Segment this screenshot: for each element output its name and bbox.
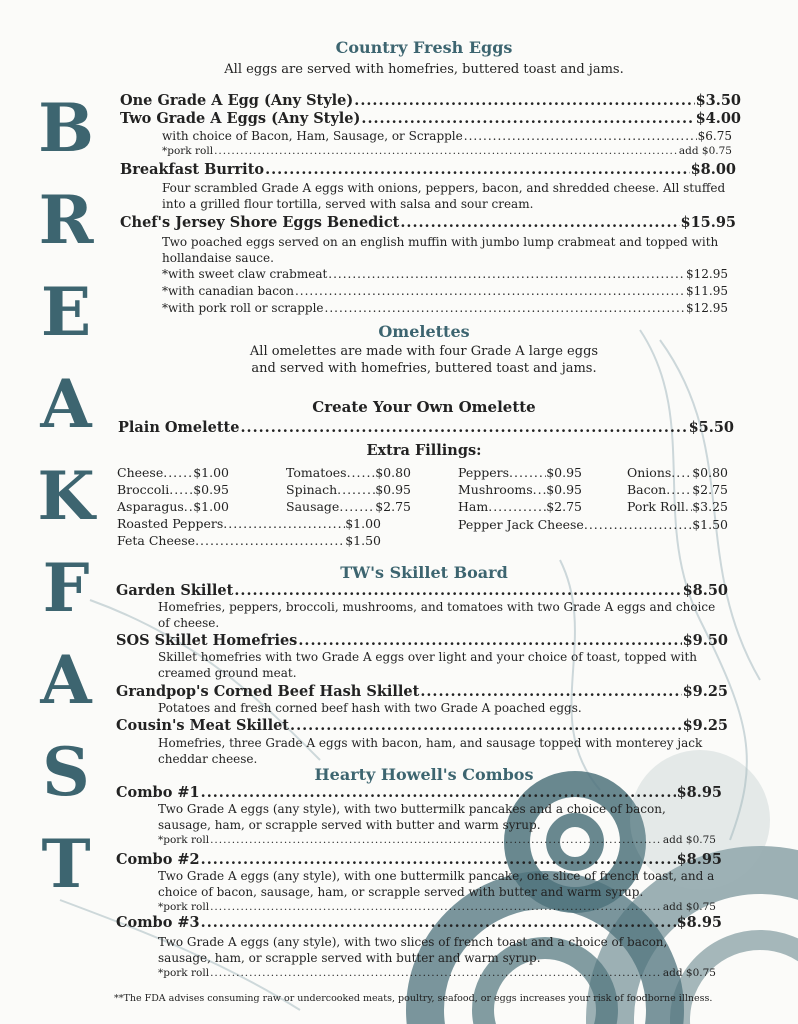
option-line: *pork roll ..... add $0.75: [158, 901, 716, 913]
section-title-combos: Hearty Howell's Combos: [314, 765, 534, 784]
item-description: Two poached eggs served on an english muffin with jumbo lump crabmeat and topped with hollandaise sauce.: [162, 235, 719, 265]
menu-item: Cousin's Meat Skillet ..... $9.25: [116, 717, 728, 734]
item-description: Homefries, three Grade A eggs with bacon, ham, and sausage topped with monterey jack cheddar cheese.: [158, 736, 703, 766]
option-line: *with pork roll or scrapple ..... $12.95: [162, 301, 728, 315]
side-letter: K: [37, 457, 95, 535]
side-letter: F: [42, 549, 90, 627]
item-description: Two Grade A eggs (any style), with two slices of french toast and a choice of bacon, sausage, ham, or scrapple served with butter and warm syrup.: [158, 935, 668, 965]
menu-item: One Grade A Egg (Any Style) ..... $3.50: [120, 92, 741, 109]
option-line: with choice of Bacon, Ham, Sausage, or Scrapple ..... $6.75: [162, 129, 732, 143]
omelettes-subtitle: All omelettes are made with four Grade A large eggs: [249, 344, 599, 359]
section-title-omelettes: Omelettes: [378, 322, 470, 341]
fda-footnote: **The FDA advises consuming raw or undercooked meats, poultry, seafood, or eggs increases your risk of foodborne illness.: [114, 993, 713, 1004]
filling-item: Ham ..... $2.75: [458, 499, 582, 514]
filling-item: Pork Roll ..... $3.25: [627, 499, 728, 514]
section-title-eggs: Country Fresh Eggs: [335, 38, 513, 57]
filling-item: Mushrooms ..... $0.95: [458, 482, 582, 497]
section-title-skillet: TW's Skillet Board: [340, 563, 508, 582]
menu-item: Plain Omelette ..... $5.50: [118, 419, 734, 436]
filling-item: Roasted Peppers ..... $1.00: [117, 516, 381, 531]
fillings-title: Extra Fillings:: [366, 442, 482, 459]
filling-item: Tomatoes ..... $0.80: [286, 465, 411, 480]
item-description: Potatoes and fresh corned beef hash with two Grade A poached eggs.: [158, 701, 582, 715]
item-description: Homefries, peppers, broccoli, mushrooms, and tomatoes with two Grade A eggs and choice of cheese.: [158, 600, 716, 630]
option-line: *with canadian bacon ..... $11.95: [162, 284, 728, 298]
menu-item: Two Grade A Eggs (Any Style) ..... $4.00: [120, 110, 741, 127]
option-line: *pork roll ..... add $0.75: [158, 967, 716, 979]
filling-item: Bacon ..... $2.75: [627, 482, 728, 497]
side-letter: A: [40, 641, 92, 719]
filling-item: Broccoli ..... $0.95: [117, 482, 229, 497]
item-description: Two Grade A eggs (any style), with one buttermilk pancake, one slice of french toast, and a choice of bacon, sausage, ham, or scrapple served with butter and warm syrup.: [158, 869, 715, 899]
filling-item: Asparagus ..... $1.00: [117, 499, 229, 514]
create-omelette-title: Create Your Own Omelette: [312, 398, 536, 416]
menu-content: [110, 0, 750, 1024]
side-letter: E: [40, 273, 92, 351]
menu-item: Chef's Jersey Shore Eggs Benedict ..... $15.95: [120, 214, 736, 231]
option-line: *with sweet claw crabmeat ..... $12.95: [162, 267, 728, 281]
side-letter: R: [38, 181, 94, 259]
item-description: Two Grade A eggs (any style), with two buttermilk pancakes and a choice of bacon, sausage, ham, or scrapple served with butter and warm syrup.: [158, 802, 666, 832]
filling-item: Spinach ..... $0.95: [286, 482, 411, 497]
menu-item: Garden Skillet ..... $8.50: [116, 582, 728, 599]
filling-item: Onions ..... $0.80: [627, 465, 728, 480]
menu-item: Grandpop's Corned Beef Hash Skillet ..... $9.25: [116, 683, 728, 700]
option-line: *pork roll ..... add $0.75: [162, 145, 732, 157]
side-letter: T: [41, 825, 91, 903]
eggs-subtitle: All eggs are served with homefries, buttered toast and jams.: [224, 62, 624, 77]
side-letter: A: [40, 365, 92, 443]
filling-item: Pepper Jack Cheese ..... $1.50: [458, 517, 728, 532]
option-line: *pork roll ..... add $0.75: [158, 834, 716, 846]
side-letter: S: [42, 733, 90, 811]
menu-item: Combo #2 ..... $8.95: [116, 851, 722, 868]
side-letter: B: [38, 89, 94, 167]
filling-item: Feta Cheese ..... $1.50: [117, 533, 381, 548]
filling-item: Sausage ..... $2.75: [286, 499, 411, 514]
omelettes-subtitle: and served with homefries, buttered toast and jams.: [251, 361, 597, 376]
filling-item: Cheese ..... $1.00: [117, 465, 229, 480]
item-description: Four scrambled Grade A eggs with onions, peppers, bacon, and shredded cheese. All stuffed into a grilled flour tortilla, served with salsa and sour cream.: [162, 181, 726, 211]
menu-item: Combo #3 ..... $8.95: [116, 914, 722, 931]
menu-item: SOS Skillet Homefries ..... $9.50: [116, 632, 728, 649]
filling-item: Peppers ..... $0.95: [458, 465, 582, 480]
item-description: Skillet homefries with two Grade A eggs over light and your choice of toast, topped with creamed ground meat.: [158, 650, 698, 680]
menu-item: Combo #1 ..... $8.95: [116, 784, 722, 801]
vertical-breakfast-title: [26, 82, 106, 910]
menu-item: Breakfast Burrito ..... $8.00: [120, 161, 736, 178]
